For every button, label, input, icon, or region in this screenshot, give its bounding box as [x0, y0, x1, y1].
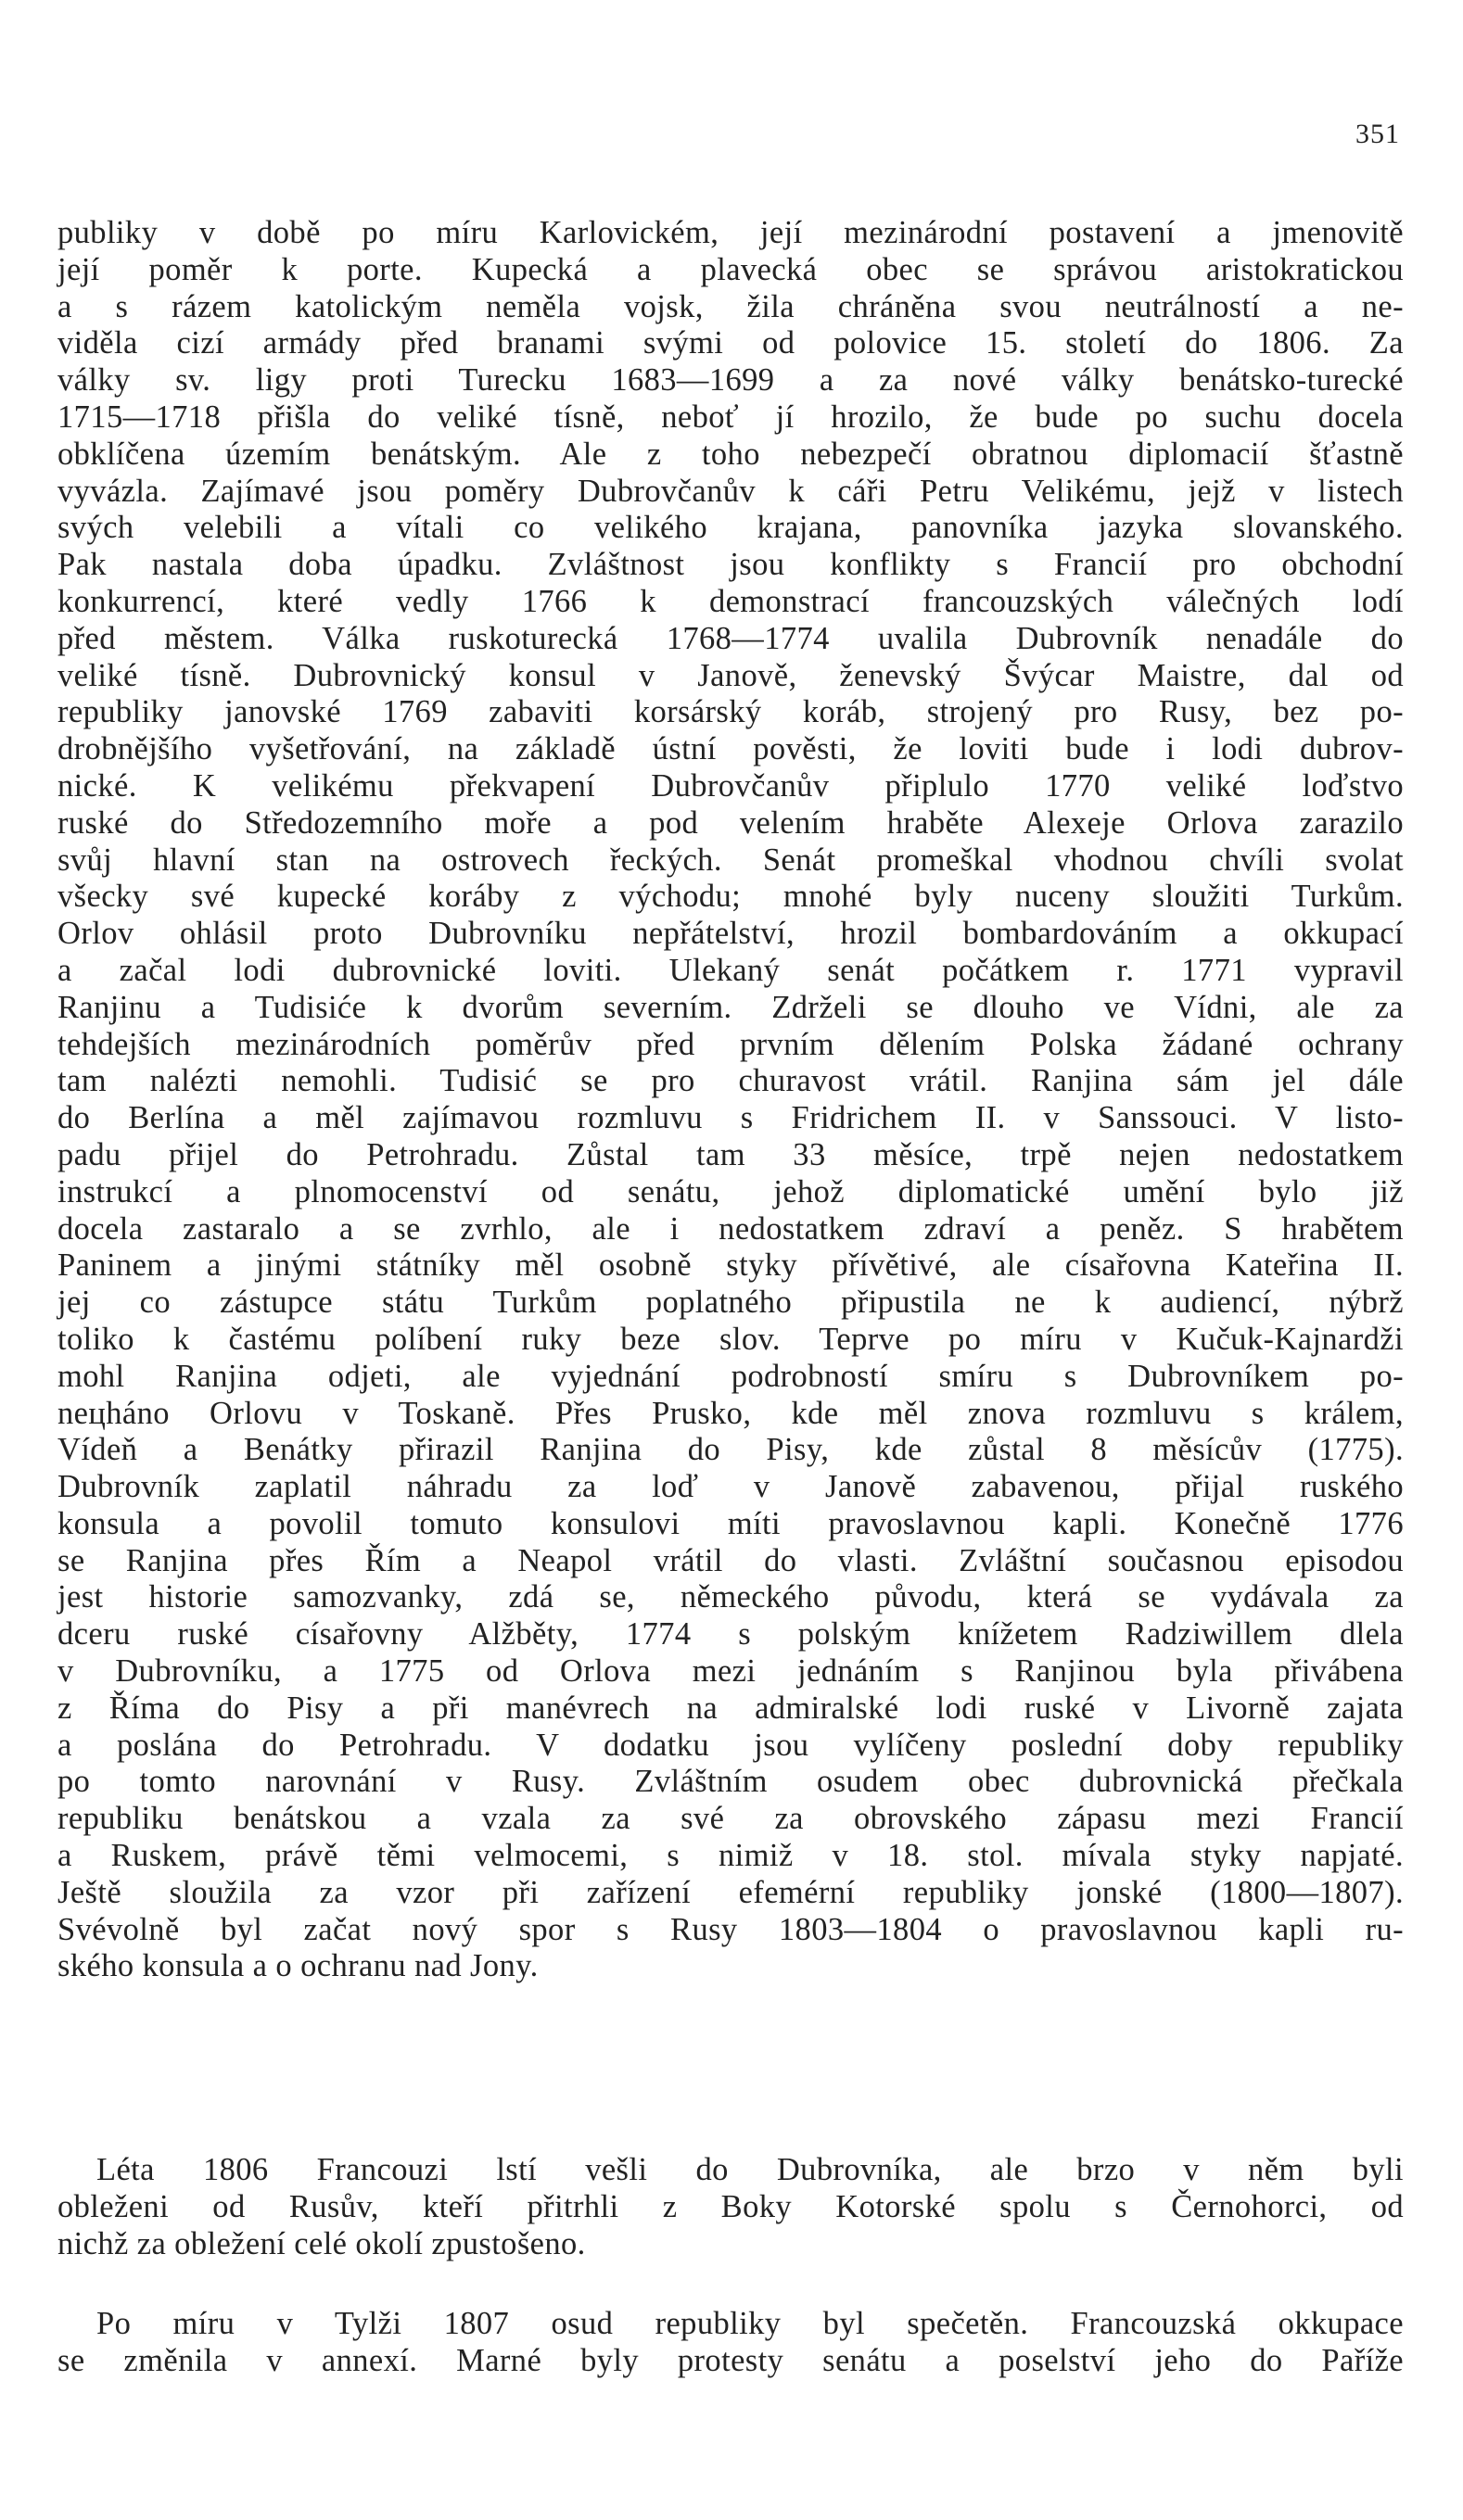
paragraph — [57, 215, 1404, 1985]
text-line: se Ranjina přes Řím a Neapol vrátil do vlasti. Zvláštní současnou episodou — [57, 1542, 1404, 1578]
text-line: tam nalézti nemohli. Tudisić se pro churavost vrátil. Ranjina sám jel dále — [57, 1063, 1404, 1099]
text-line: ského konsula a o ochranu nad Jony. — [57, 1948, 539, 1984]
text-line: publiky v době po míru Karlovickém, její mezinárodní postavení a jmenovitě — [57, 215, 1404, 250]
text-line: z Říma do Pisy a při manévrech na admiralské lodi ruské v Livorně zajata — [57, 1690, 1404, 1726]
text-line: Vídeň a Benátky přirazil Ranjina do Pisy, kde zůstal 8 měsícův (1775). — [57, 1432, 1404, 1468]
text-line: viděla cizí armády před branami svými od polovice 15. století do 1806. Za — [57, 325, 1404, 361]
text-line: drobnějšího vyšetřování, na základě ústní pověsti, že loviti bude i lodi dubrov- — [57, 731, 1404, 767]
text-line: před městem. Válka ruskoturecká 1768—1774 uvalila Dubrovník nenadále do — [57, 620, 1404, 656]
text-line: nецháno Orlovu v Toskaně. Přes Prusko, kde měl znova rozmluvu s králem, — [57, 1395, 1404, 1431]
text-line: nické. K velikému překvapení Dubrovčanův připlulo 1770 veliké loďstvo — [57, 767, 1404, 804]
text-line: všecky své kupecké koráby z východu; mnohé byly nuceny sloužiti Turkům. — [57, 879, 1404, 915]
text-line: Léta 1806 Francouzi lstí vešli do Dubrovníka, ale brzo v něm byli — [96, 2152, 1404, 2187]
text-line: Paninem a jinými státníky měl osobně styky přívětivé, ale císařovna Kateřina II. — [57, 1247, 1404, 1284]
text-line: 1715—1718 přišla do veliké tísně, neboť jí hrozilo, že bude po suchu docela — [57, 399, 1404, 435]
text-line: jej co zástupce státu Turkům poplatného připustila ne k audiencí, nýbrž — [57, 1285, 1404, 1321]
paragraph — [57, 2152, 1404, 2262]
text-line: nichž za obležení celé okolí zpustošeno. — [57, 2225, 586, 2261]
text-line: obklíčena územím benátským. Ale z toho nebezpečí obratnou diplomacií šťastně — [57, 436, 1404, 472]
text-line: Po míru v Tylži 1807 osud republiky byl spečetěn. Francouzská okkupace — [96, 2306, 1404, 2341]
text-line: Orlov ohlásil proto Dubrovníku nepřátelství, hrozil bombardováním a okkupací — [57, 916, 1404, 952]
text-line: Dubrovník zaplatil náhradu za loď v Janově zabavenou, přijal ruského — [57, 1469, 1404, 1505]
paragraph — [57, 2306, 1404, 2380]
text-line: Pak nastala doba úpadku. Zvláštnost jsou konflikty s Francií pro obchodní — [57, 547, 1404, 583]
text-line: obleženi od Rusův, kteří přitrhli z Boky Kotorské spolu s Černohorci, od — [57, 2188, 1404, 2224]
text-line: a začal lodi dubrovnické loviti. Ulekaný senát počátkem r. 1771 vypravil — [57, 952, 1404, 988]
text-line: konkurrencí, které vedly 1766 k demonstrací francouzských válečných lodí — [57, 583, 1404, 619]
page-number: 351 — [1355, 119, 1400, 149]
text-line: vyvázla. Zajímavé jsou poměry Dubrovčanův k cáři Petru Velikému, jejž v listech — [57, 473, 1404, 509]
text-line: v Dubrovníku, a 1775 od Orlova mezi jednáním s Ranjinou byla přivábena — [57, 1653, 1404, 1690]
text-line: instrukcí a plnomocenství od senátu, jehož diplomatické umění bylo již — [57, 1173, 1404, 1209]
text-line: dceru ruské císařovny Alžběty, 1774 s polským knížetem Radziwillem dlela — [57, 1616, 1404, 1653]
text-line: Ranjinu a Tudisiće k dvorům severním. Zdrželi se dlouho ve Vídni, ale za — [57, 989, 1404, 1025]
text-line: Ještě sloužila za vzor při zařízení efemérní republiky jonské (1800—1807). — [57, 1874, 1404, 1910]
text-line: a poslána do Petrohradu. V dodatku jsou vylíčeny poslední doby republiky — [57, 1727, 1404, 1763]
text-line: války sv. ligy proti Turecku 1683—1699 a za nové války benátsko-turecké — [57, 362, 1404, 399]
text-line: do Berlína a měl zajímavou rozmluvu s Fridrichem II. v Sanssouci. V listo- — [57, 1100, 1404, 1136]
text-line: jest historie samozvanky, zdá se, německého původu, která se vydávala za — [57, 1579, 1404, 1615]
text-line: toliko k častému políbení ruky beze slov. Teprve po míru v Kučuk-Kajnardži — [57, 1321, 1404, 1357]
text-line: se změnila v annexí. Marné byly protesty senátu a poselství jeho do Paříže — [57, 2342, 1404, 2378]
text-line: Svévolně byl začat nový spor s Rusy 1803—1804 o pravoslavnou kapli ru- — [57, 1911, 1404, 1947]
text-line: ruské do Středozemního moře a pod velením hraběte Alexeje Orlova zarazilo — [57, 804, 1404, 841]
text-line: padu přijel do Petrohradu. Zůstal tam 33 měsíce, trpě nejen nedostatkem — [57, 1136, 1404, 1172]
text-line: docela zastaralo a se zvrhlo, ale i nedostatkem zdraví a peněz. S hrabětem — [57, 1210, 1404, 1247]
text-line: po tomto narovnání v Rusy. Zvláštním osudem obec dubrovnická přečkala — [57, 1764, 1404, 1800]
text-line: republiku benátskou a vzala za své za obrovského zápasu mezi Francií — [57, 1801, 1404, 1837]
text-line: a Ruskem, právě těmi velmocemi, s nimiž v 18. stol. mívala styky napjaté. — [57, 1838, 1404, 1874]
text-line: a s rázem katolickým neměla vojsk, žila chráněna svou neutrálností a ne- — [57, 288, 1404, 324]
text-line: svůj hlavní stan na ostrovech řeckých. Senát promeškal vhodnou chvíli svolat — [57, 842, 1404, 878]
text-line: konsula a povolil tomuto konsulovi míti pravoslavnou kapli. Konečně 1776 — [57, 1505, 1404, 1541]
text-line: veliké tísně. Dubrovnický konsul v Janově, ženevský Švýcar Maistre, dal od — [57, 657, 1404, 693]
text-line: svých velebili a vítali co velikého krajana, panovníka jazyka slovanského. — [57, 510, 1404, 546]
text-line: tehdejších mezinárodních poměrův před prvním dělením Polska žádané ochrany — [57, 1026, 1404, 1062]
text-line: mohl Ranjina odjeti, ale vyjednání podrobností smíru s Dubrovníkem po- — [57, 1358, 1404, 1394]
text-line: její poměr k porte. Kupecká a plavecká obec se správou aristokratickou — [57, 251, 1404, 287]
text-line: republiky janovské 1769 zabaviti korsárský koráb, strojený pro Rusy, bez po- — [57, 694, 1404, 730]
